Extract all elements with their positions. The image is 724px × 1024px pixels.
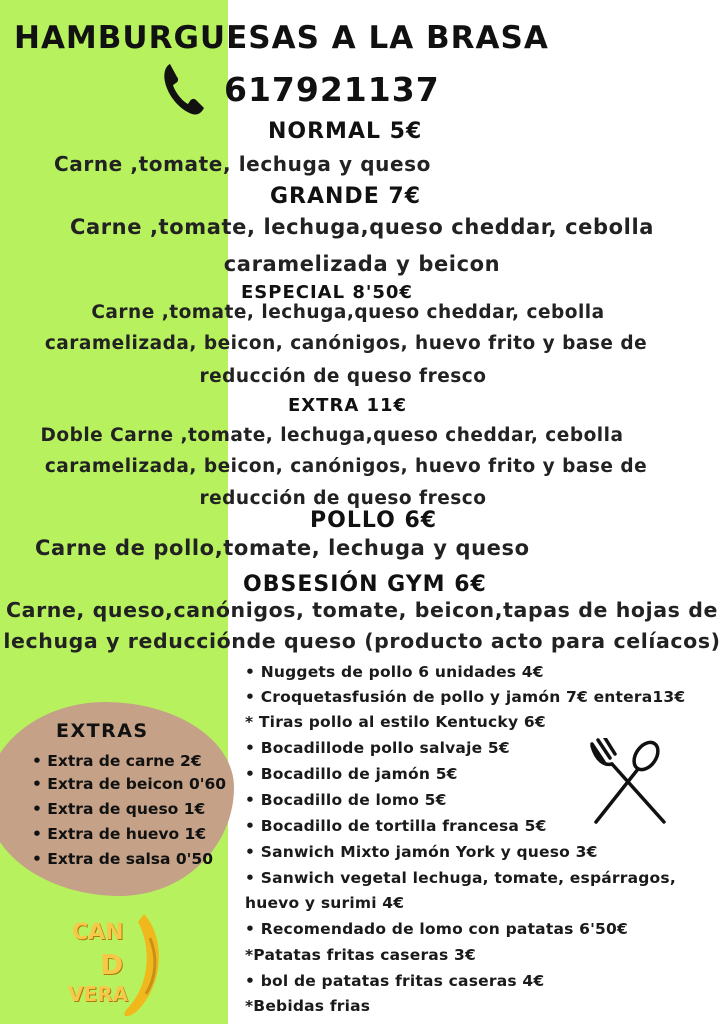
fork-spoon-icon	[582, 738, 674, 830]
item-pollo-desc: Carne de pollo,tomate, lechuga y queso	[35, 536, 530, 560]
list-item: *Patatas fritas caseras 3€	[245, 946, 476, 964]
list-item: • bol de patatas fritas caseras 4€	[245, 972, 545, 990]
list-item: • Recomendado de lomo con patatas 6'50€	[245, 920, 629, 938]
item-extra-title: EXTRA 11€	[288, 395, 408, 416]
extra-item: • Extra de queso 1€	[32, 800, 206, 818]
item-pollo-title: POLLO 6€	[310, 508, 438, 533]
list-item: • Bocadillo de jamón 5€	[245, 765, 458, 783]
item-especial-desc-line3: reducción de queso fresco	[199, 366, 487, 387]
logo-line-2: D	[100, 948, 124, 981]
item-especial-desc-line2: caramelizada, beicon, canónigos, huevo frito y base de	[44, 333, 648, 354]
list-item: • Bocadillo de lomo 5€	[245, 791, 447, 809]
item-normal-title: NORMAL 5€	[268, 119, 423, 144]
item-normal-desc: Carne ,tomate, lechuga y queso	[54, 152, 432, 176]
item-extra-desc-line3: reducción de queso fresco	[199, 488, 487, 509]
list-item: huevo y surimi 4€	[245, 894, 405, 912]
item-gym-title: OBSESIÓN GYM 6€	[243, 572, 487, 597]
can-d-vera-logo	[66, 908, 166, 1020]
item-especial-title: ESPECIAL 8'50€	[241, 282, 413, 303]
phone-icon	[160, 60, 208, 120]
item-grande-desc-line2: caramelizada y beicon	[223, 252, 501, 276]
extra-item: • Extra de beicon 0'60	[32, 775, 227, 793]
item-extra-desc-line1: Doble Carne ,tomate, lechuga,queso cheddar, cebolla	[40, 425, 624, 446]
phone-number: 617921137	[224, 70, 440, 109]
logo-line-3: VERA	[68, 982, 129, 1006]
list-item: • Bocadillode pollo salvaje 5€	[245, 739, 510, 757]
list-item: • Nuggets de pollo 6 unidades 4€	[245, 663, 544, 681]
item-extra-desc-line2: caramelizada, beicon, canónigos, huevo frito y base de	[44, 456, 648, 477]
list-item: • Sanwich vegetal lechuga, tomate, espárragos,	[245, 869, 676, 887]
item-grande-desc-line1: Carne ,tomate, lechuga,queso cheddar, cebolla	[69, 215, 655, 239]
item-gym-desc-line2: lechuga y reducciónde queso (producto acto para celíacos)	[3, 629, 721, 653]
extra-item: • Extra de huevo 1€	[32, 825, 207, 843]
list-item: • Bocadillo de tortilla francesa 5€	[245, 817, 547, 835]
extra-item: • Extra de salsa 0'50	[32, 850, 213, 868]
list-item: • Croquetasfusión de pollo y jamón 7€ entera13€	[245, 688, 686, 706]
item-especial-desc-line1: Carne ,tomate, lechuga,queso cheddar, cebolla	[91, 302, 605, 323]
list-item: • Sanwich Mixto jamón York y queso 3€	[245, 843, 598, 861]
page-title: HAMBURGUESAS A LA BRASA	[14, 20, 549, 56]
item-gym-desc-line1: Carne, queso,canónigos, tomate, beicon,tapas de hojas de	[5, 598, 718, 622]
extras-title: EXTRAS	[56, 720, 149, 742]
item-grande-title: GRANDE 7€	[270, 184, 422, 209]
list-item: *Bebidas frias	[245, 997, 371, 1015]
logo-line-1: CAN	[72, 920, 124, 945]
list-item: * Tiras pollo al estilo Kentucky 6€	[245, 713, 546, 731]
extra-item: • Extra de carne 2€	[32, 752, 202, 770]
